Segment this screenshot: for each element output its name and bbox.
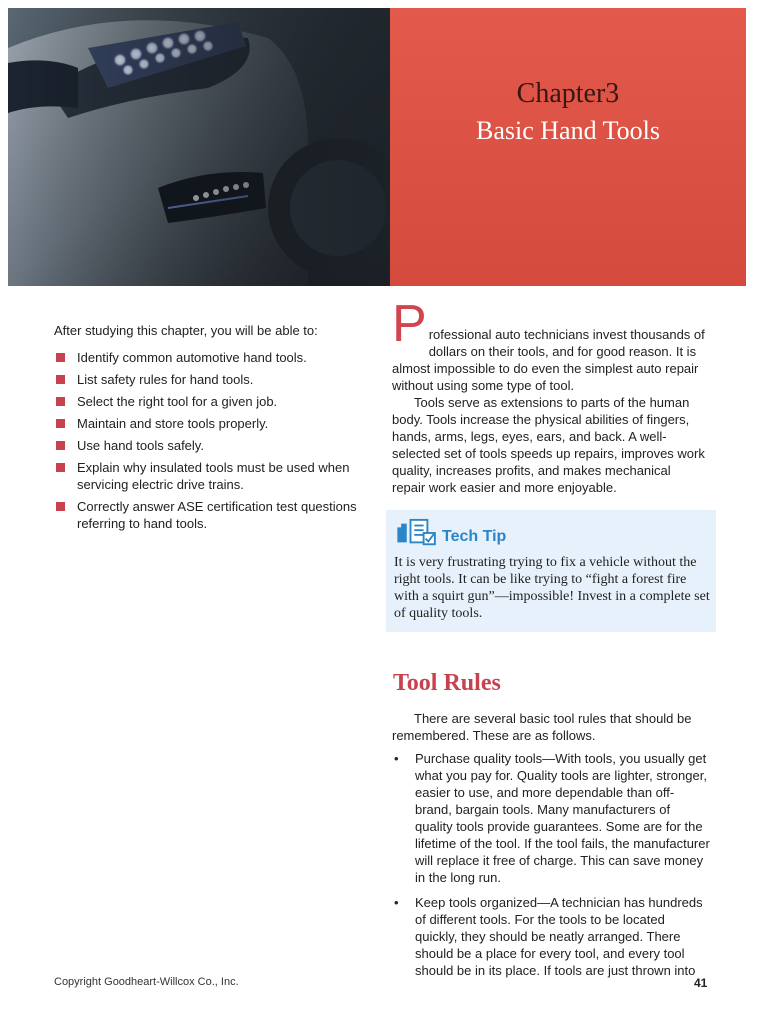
objective-item [54,393,364,410]
chapter-title-panel [390,8,746,286]
page-number: 41 [694,976,708,990]
objective-text: Explain why insulated tools must be used when servicing electric drive trains. [77,460,350,492]
tech-tip-body: It is very frustrating trying to fix a vehicle without the right tools. It can be like trying to “fight a forest fire with a squirt gun”—impossible! Invest in a complete set of quality tools. [394,555,710,621]
tech-tip-title: Tech Tip [442,528,507,545]
round-bullet: • [394,751,399,766]
objective-item [54,437,364,454]
intro-text [392,295,707,496]
square-bullet-icon [56,419,65,428]
learning-objectives [54,322,364,537]
rule-item [392,750,710,886]
chapter-header [8,8,746,286]
drop-cap: P [392,295,427,353]
tech-tip-box [386,510,716,632]
round-bullet: • [394,895,399,910]
objective-text: Maintain and store tools properly. [77,416,269,431]
objective-text: Use hand tools safely. [77,438,204,453]
square-bullet-icon [56,463,65,472]
tool-rules-intro: There are several basic tool rules that should be remembered. These are as follows. [392,711,692,743]
square-bullet-icon [56,397,65,406]
chapter-title: Basic Hand Tools [475,116,661,145]
objective-item [54,371,364,388]
square-bullet-icon [56,502,65,511]
rule-text: Purchase quality tools—With tools, you usually get what you pay for. Quality tools are lighter, stronger, easier to use, and more dependable than off-brand, bargain tools. Many manufacturers of quality tools provide guarantees. Some are for the lifetime of the tool. If the tool fails, the manufacturer will replace it free of charge. This can save money in the long run. [415,751,710,885]
objectives-list [54,349,364,532]
objectives-intro: After studying this chapter, you will be able to: [54,323,318,338]
tool-rules-section [392,710,710,987]
objective-text: Identify common automotive hand tools. [77,350,307,365]
car-headlight-image [8,8,390,286]
rule-item [392,894,710,979]
intro-paragraph-1-text: rofessional auto technicians invest thousands of dollars on their tools, and for good reason. It is almost impossible to do even the simplest auto repair without using some type of tool. [392,327,705,393]
square-bullet-icon [56,375,65,384]
checklist-icon [394,518,442,548]
objective-text: List safety rules for hand tools. [77,372,254,387]
objective-item [54,498,364,532]
intro-paragraph-1 [392,295,707,394]
objective-text: Correctly answer ASE certification test questions referring to hand tools. [77,499,357,531]
objective-item [54,459,364,493]
copyright-footer: Copyright Goodheart-Willcox Co., Inc. [54,976,239,988]
square-bullet-icon [56,441,65,450]
objective-item [54,415,364,432]
objective-text: Select the right tool for a given job. [77,394,278,409]
rule-text: Keep tools organized—A technician has hundreds of different tools. For the tools to be located quickly, they should be neatly arranged. There should be a place for every tool, and every tool should be in its place. If tools are just thrown into [415,895,703,978]
section-heading-tool-rules: Tool Rules [393,670,501,696]
objective-item [54,349,364,366]
chapter-number: Chapter3 [516,78,620,109]
intro-paragraph-2: Tools serve as extensions to parts of the human body. Tools increase the physical abilities of fingers, hands, arms, legs, eyes, ears, and back. A well-selected set of tools speeds up repairs, improves work quality, increases profits, and makes mechanical repair work easier and more enjoyable. [392,395,705,495]
square-bullet-icon [56,353,65,362]
